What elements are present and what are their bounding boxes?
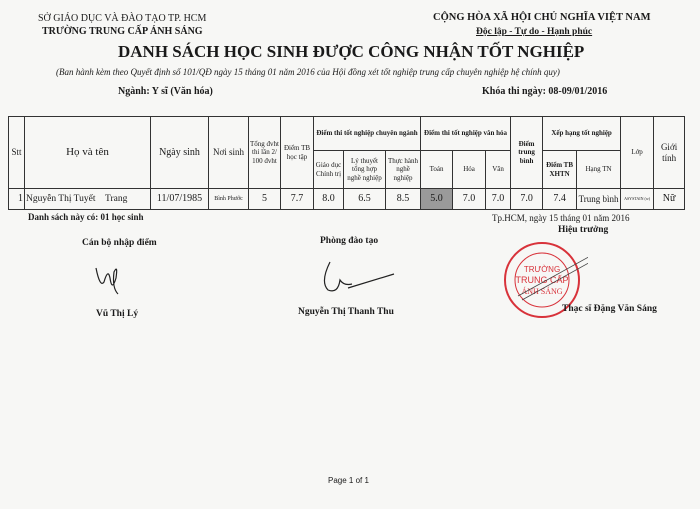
header-group-culture: Điểm thi tốt nghiệp văn hóa xyxy=(421,117,511,151)
header-credits: Tổng đvht thi lần 2/ 100 đvht xyxy=(249,117,281,189)
student-count: Danh sách này có: 01 học sinh xyxy=(28,212,144,222)
header-class: Lớp xyxy=(621,117,654,189)
signer-principal: Thạc sĩ Đặng Văn Sáng xyxy=(562,304,657,314)
document-subtitle: (Ban hành kèm theo Quyết định số 101/QĐ ngày 15 tháng 01 năm 2016 của Hội đồng xét tốt nghiệp trung cấp chuyên nghiệp hệ chính quy) xyxy=(56,67,560,77)
sign-date: Tp.HCM, ngày 15 tháng 01 năm 2016 xyxy=(492,213,630,223)
header-name: Họ và tên xyxy=(25,117,151,189)
header-practice: Thực hành nghề nghiệp xyxy=(386,151,421,189)
role-principal: Hiệu trưởng xyxy=(558,225,609,235)
header-rank: Hạng TN xyxy=(577,151,621,189)
header-politics: Giáo dục Chính trị xyxy=(314,151,344,189)
department-name: SỞ GIÁO DỤC VÀ ĐÀO TẠO TP. HCM xyxy=(38,13,207,24)
cell-birthplace: Bình Phước xyxy=(209,189,249,210)
header-gpa: Điểm TB học tập xyxy=(281,117,314,189)
cell-credits: 5 xyxy=(249,189,281,210)
role-data-entry: Cán bộ nhập điểm xyxy=(82,238,157,248)
major: Ngành: Y sĩ (Văn hóa) xyxy=(118,86,213,97)
header-gender: Giới tính xyxy=(654,117,685,189)
header-math: Toán xyxy=(421,151,453,189)
svg-text:TRƯỜNG: TRƯỜNG xyxy=(523,265,561,274)
header-lit: Văn xyxy=(486,151,511,189)
cell-chem: 7.0 xyxy=(453,189,486,210)
cell-avg: 7.0 xyxy=(511,189,543,210)
header-group-rank: Xếp hạng tốt nghiệp xyxy=(543,117,621,151)
exam-date: Khóa thi ngày: 08-09/01/2016 xyxy=(482,86,608,97)
cell-xhtn: 7.4 xyxy=(543,189,577,210)
role-training-office: Phòng đào tạo xyxy=(320,236,379,246)
header-chem: Hóa xyxy=(453,151,486,189)
header-stt: Stt xyxy=(9,117,25,189)
cell-theory: 6.5 xyxy=(344,189,386,210)
signer-training-office: Nguyễn Thị Thanh Thu xyxy=(298,307,394,317)
cell-gpa: 7.7 xyxy=(281,189,314,210)
page-number: Page 1 of 1 xyxy=(328,476,369,485)
cell-lit: 7.0 xyxy=(486,189,511,210)
header-dob: Ngày sinh xyxy=(151,117,209,189)
table-row xyxy=(9,189,685,210)
svg-text:ÁNH SÁNG: ÁNH SÁNG xyxy=(521,287,563,296)
signer-data-entry: Vũ Thị Lý xyxy=(96,309,139,319)
school-name: TRƯỜNG TRUNG CẤP ÁNH SÁNG xyxy=(42,26,203,37)
cell-name xyxy=(25,189,151,210)
header-avg: Điểm trung bình xyxy=(511,117,543,189)
graduates-table xyxy=(8,116,685,210)
cell-politics: 8.0 xyxy=(314,189,344,210)
cell-math: 5.0 xyxy=(421,189,453,210)
svg-text:TRUNG CẤP: TRUNG CẤP xyxy=(515,275,569,285)
name-text: Nguyễn Thị Tuyết xyxy=(26,193,96,204)
header-theory: Lý thuyết tổng hợp nghề nghiệp xyxy=(344,151,386,189)
cell-rank: Trung bình xyxy=(577,189,621,210)
cell-stt: 1 xyxy=(9,189,25,210)
header-birthplace: Nơi sinh xyxy=(209,117,249,189)
cell-gender: Nữ xyxy=(654,189,685,210)
surname-text: Trang xyxy=(105,193,128,204)
cell-dob: 11/07/1985 xyxy=(151,189,209,210)
signature-2 xyxy=(318,258,398,298)
cell-practice: 8.5 xyxy=(386,189,421,210)
nation-title: CỘNG HÒA XÃ HỘI CHỦ NGHĨA VIỆT NAM xyxy=(433,12,651,23)
header-xhtn: Điểm TB XHTN xyxy=(543,151,577,189)
header-group-major: Điểm thi tốt nghiệp chuyên ngành xyxy=(314,117,421,151)
document-title: DANH SÁCH HỌC SINH ĐƯỢC CÔNG NHẬN TỐT NGHIỆP xyxy=(118,42,585,61)
signature-1 xyxy=(90,258,130,298)
motto: Độc lập - Tự do - Hạnh phúc xyxy=(476,27,593,37)
cell-class: ASYSTAIN (w) xyxy=(621,189,654,210)
